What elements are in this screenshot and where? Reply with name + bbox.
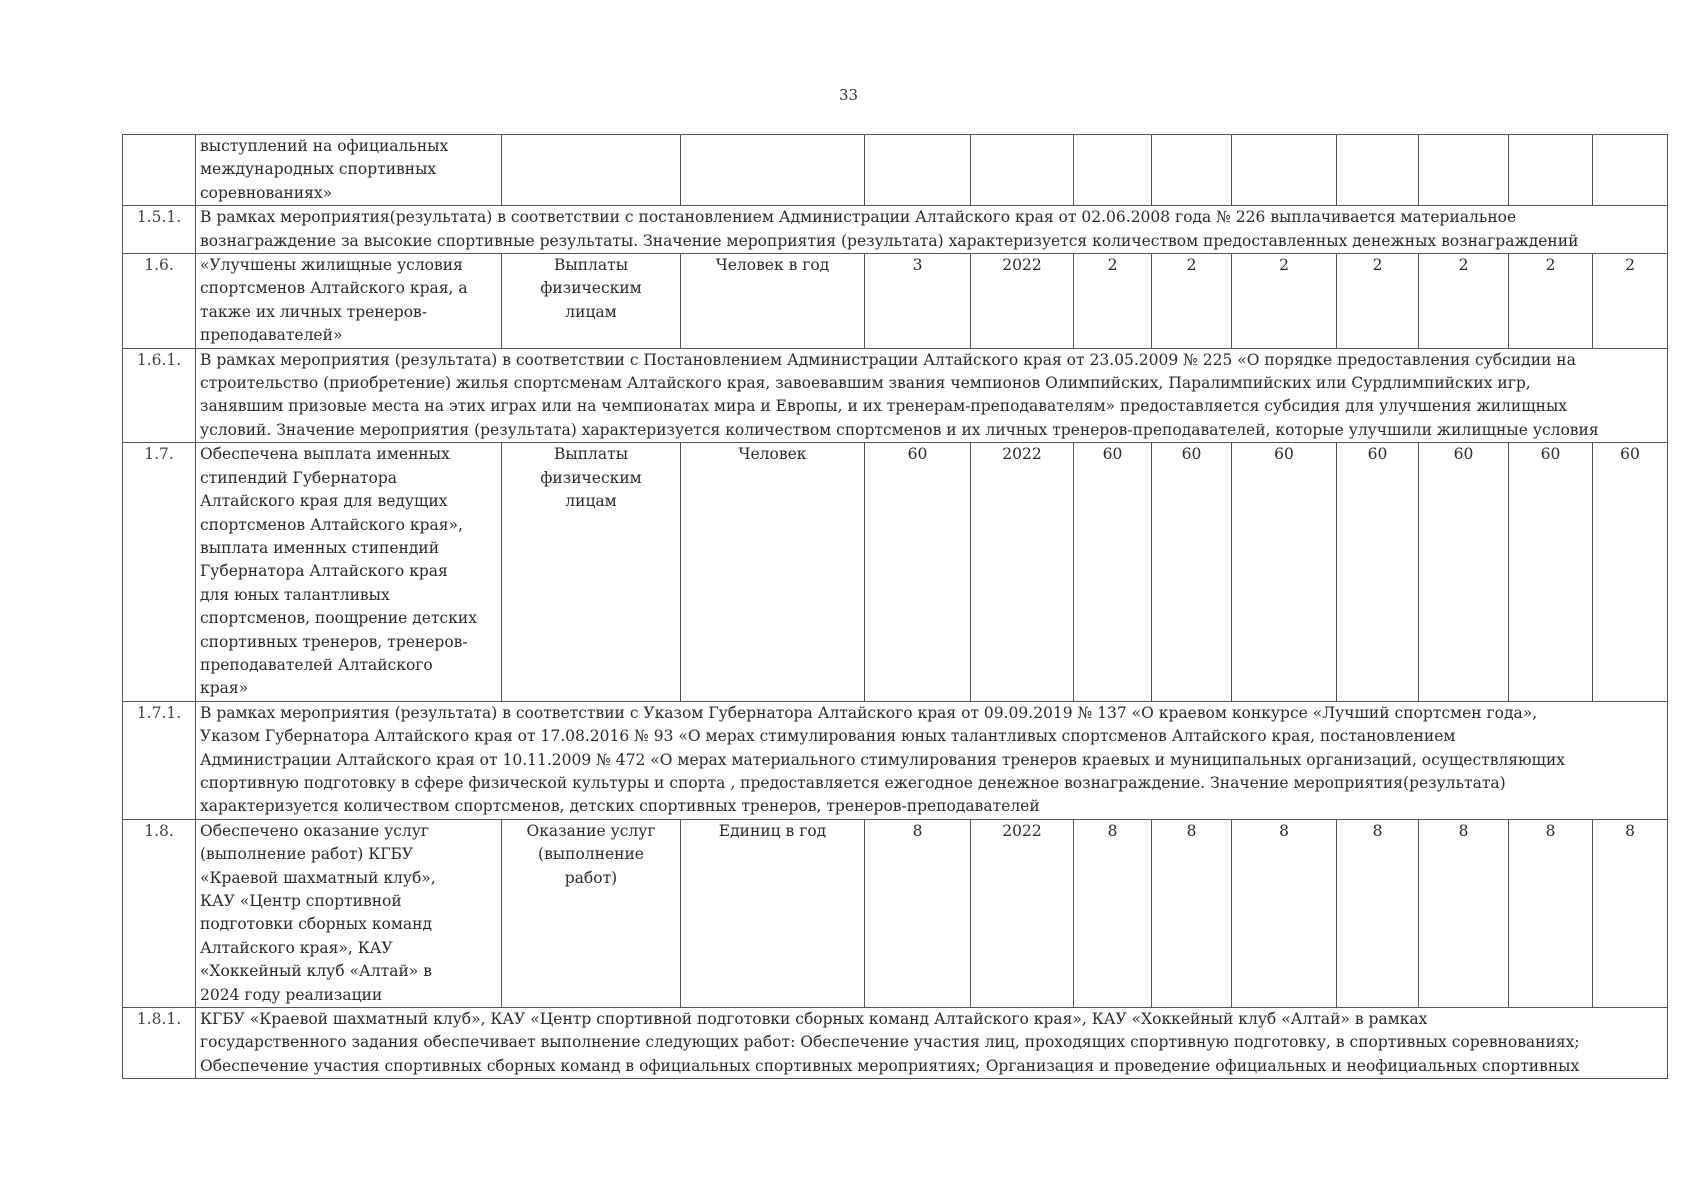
yearly-value: 2 <box>1337 254 1419 349</box>
result-name-line: Обеспечено оказание услуг <box>200 821 430 840</box>
result-type-line: (выполнение <box>538 845 644 864</box>
result-type <box>502 254 681 349</box>
base-value: 8 <box>865 819 971 1007</box>
result-name-line: международных спортивных <box>200 160 437 179</box>
row-number: 1.7. <box>123 443 196 701</box>
description-line: строительство (приобретение) жилья спортсменам Алтайского края, завоевавшим звания чемпионов Олимпийских, Паралимпийских или Сурдлимпийских игр, <box>200 374 1531 393</box>
description-text <box>196 701 1668 819</box>
yearly-value: 2 <box>1419 254 1509 349</box>
description-line: КГБУ «Краевой шахматный клуб», КАУ «Центр спортивной подготовки сборных команд Алтайского края», КАУ «Хоккейный клуб «Алтай» в рамках <box>200 1010 1428 1029</box>
yearly-value <box>1152 135 1232 206</box>
indicator-row <box>123 135 1668 206</box>
result-name-line: спортивных тренеров, тренеров- <box>200 632 468 651</box>
yearly-value <box>1337 135 1419 206</box>
description-row <box>123 206 1668 254</box>
result-name-line: спортсменов Алтайского края», <box>200 515 463 534</box>
result-name <box>196 819 502 1007</box>
description-line: В рамках мероприятия (результата) в соответствии с Указом Губернатора Алтайского края от 09.09.2019 № 137 «О краевом конкурсе «Лучший спортсмен года», <box>200 703 1538 722</box>
result-name-line: Обеспечена выплата именных <box>200 445 450 464</box>
result-type-line: лицам <box>565 302 617 321</box>
description-line: характеризуется количеством спортсменов, детских спортивных тренеров, тренеров-преподавателей <box>200 797 1040 816</box>
row-number: 1.7.1. <box>123 701 196 819</box>
row-number: 1.5.1. <box>123 206 196 254</box>
result-type-line: физическим <box>540 468 642 487</box>
yearly-value: 8 <box>1152 819 1232 1007</box>
row-number: 1.8.1. <box>123 1008 196 1079</box>
result-type <box>502 443 681 701</box>
row-number: 1.8. <box>123 819 196 1007</box>
result-type-line: Выплаты <box>553 445 629 464</box>
description-line: Администрации Алтайского края от 10.11.2009 № 472 «О мерах материального стимулирования тренеров краевых и муниципальных организаций, осуществляющих <box>200 750 1566 769</box>
description-line: условий. Значение мероприятия (результата) характеризуется количеством спортсменов и их личных тренеров-преподавателей, которые улучшили жилищные условия <box>200 420 1599 439</box>
row-number: 1.6. <box>123 254 196 349</box>
result-name-line: края» <box>200 679 249 698</box>
result-type-line: Выплаты <box>553 256 629 275</box>
yearly-value: 2 <box>1593 254 1668 349</box>
indicators-table <box>122 134 1668 1079</box>
yearly-value: 60 <box>1509 443 1593 701</box>
description-line: В рамках мероприятия (результата) в соответствии с Постановлением Администрации Алтайского края от 23.05.2009 № 225 «О порядке предоставления субсидии на <box>200 350 1576 369</box>
yearly-value: 8 <box>1419 819 1509 1007</box>
yearly-value: 8 <box>1509 819 1593 1007</box>
yearly-value <box>1509 135 1593 206</box>
description-row <box>123 701 1668 819</box>
result-name-line: соревнованиях» <box>200 183 333 202</box>
description-text <box>196 348 1668 443</box>
result-name <box>196 443 502 701</box>
description-row <box>123 348 1668 443</box>
base-year: 2022 <box>971 254 1074 349</box>
yearly-value: 60 <box>1419 443 1509 701</box>
result-name-line: «Хоккейный клуб «Алтай» в <box>200 962 432 981</box>
result-name <box>196 135 502 206</box>
unit-of-measure: Человек <box>681 443 865 701</box>
base-value: 3 <box>865 254 971 349</box>
result-type-line: физическим <box>540 279 642 298</box>
indicator-row <box>123 819 1668 1007</box>
yearly-value: 2 <box>1232 254 1337 349</box>
description-line: Обеспечение участия спортивных сборных команд в официальных спортивных мероприятиях; Организация и проведение официальных и неофициальных спортивных <box>200 1056 1580 1075</box>
result-name-line: подготовки сборных команд <box>200 915 433 934</box>
result-type-line: Оказание услуг <box>526 821 656 840</box>
unit-of-measure: Человек в год <box>681 254 865 349</box>
yearly-value <box>1419 135 1509 206</box>
result-name-line: Алтайского края», КАУ <box>200 938 393 957</box>
result-type-line: работ) <box>564 868 618 887</box>
description-text <box>196 206 1668 254</box>
yearly-value <box>1593 135 1668 206</box>
description-line: государственного задания обеспечивает выполнение следующих работ: Обеспечение участия лиц, проходящих спортивную подготовку, в спортивных соревнованиях; <box>200 1033 1580 1052</box>
yearly-value: 2 <box>1509 254 1593 349</box>
result-type <box>502 819 681 1007</box>
result-name-line: спортсменов Алтайского края, а <box>200 279 468 298</box>
yearly-value: 8 <box>1337 819 1419 1007</box>
result-name-line: выступлений на официальных <box>200 137 449 155</box>
result-name-line: преподавателей» <box>200 326 343 345</box>
yearly-value: 60 <box>1232 443 1337 701</box>
yearly-value <box>1232 135 1337 206</box>
table-body <box>123 135 1668 1079</box>
yearly-value: 60 <box>1074 443 1152 701</box>
yearly-value: 2 <box>1152 254 1232 349</box>
description-line: вознаграждение за высокие спортивные результаты. Значение мероприятия (результата) характеризуется количеством предоставленных денежных вознаграждений <box>200 231 1579 250</box>
description-line: Указом Губернатора Алтайского края от 17.08.2016 № 93 «О мерах стимулирования юных талантливых спортсменов Алтайского края, постановлением <box>200 727 1456 746</box>
unit-of-measure: Единиц в год <box>681 819 865 1007</box>
result-name-line: спортсменов, поощрение детских <box>200 609 477 628</box>
description-line: В рамках мероприятия(результата) в соответствии с постановлением Администрации Алтайского края от 02.06.2008 года № 226 выплачивается материальное <box>200 208 1517 227</box>
result-name-line: 2024 году реализации <box>200 985 383 1004</box>
yearly-value: 2 <box>1074 254 1152 349</box>
yearly-value: 8 <box>1232 819 1337 1007</box>
base-value <box>865 135 971 206</box>
result-name-line: преподавателей Алтайского <box>200 655 433 674</box>
result-type-line: лицам <box>565 492 617 511</box>
base-year: 2022 <box>971 819 1074 1007</box>
yearly-value: 60 <box>1337 443 1419 701</box>
base-value: 60 <box>865 443 971 701</box>
yearly-value: 8 <box>1074 819 1152 1007</box>
result-name-line: Алтайского края для ведущих <box>200 492 448 511</box>
base-year: 2022 <box>971 443 1074 701</box>
description-line: спортивную подготовку в сфере физической культуры и спорта , предоставляется ежегодное денежное вознаграждение. Значение мероприятия(результата) <box>200 773 1506 792</box>
result-name-line: (выполнение работ) КГБУ <box>200 845 414 864</box>
result-name-line: стипендий Губернатора <box>200 468 398 487</box>
result-name-line: для юных талантливых <box>200 585 390 604</box>
description-row <box>123 1008 1668 1079</box>
result-name-line: также их личных тренеров- <box>200 302 428 321</box>
result-name-line: Губернатора Алтайского края <box>200 562 448 581</box>
row-number: 1.6.1. <box>123 348 196 443</box>
yearly-value: 60 <box>1152 443 1232 701</box>
yearly-value: 8 <box>1593 819 1668 1007</box>
yearly-value <box>1074 135 1152 206</box>
result-name-line: КАУ «Центр спортивной <box>200 892 402 910</box>
result-type <box>502 135 681 206</box>
result-name-line: «Краевой шахматный клуб», <box>200 868 436 887</box>
description-line: занявшим призовые места на этих играх или на чемпионатах мира и Европы, и их тренерам-преподавателям» предоставляется субсидия для улучшения жилищных <box>200 397 1568 416</box>
unit-of-measure <box>681 135 865 206</box>
page-number: 33 <box>838 86 859 104</box>
description-text <box>196 1008 1668 1079</box>
yearly-value: 60 <box>1593 443 1668 701</box>
indicator-row <box>123 443 1668 701</box>
indicator-row <box>123 254 1668 349</box>
result-name-line: «Улучшены жилищные условия <box>200 256 463 275</box>
base-year <box>971 135 1074 206</box>
result-name-line: выплата именных стипендий <box>200 538 440 557</box>
result-name <box>196 254 502 349</box>
row-number <box>123 135 196 206</box>
